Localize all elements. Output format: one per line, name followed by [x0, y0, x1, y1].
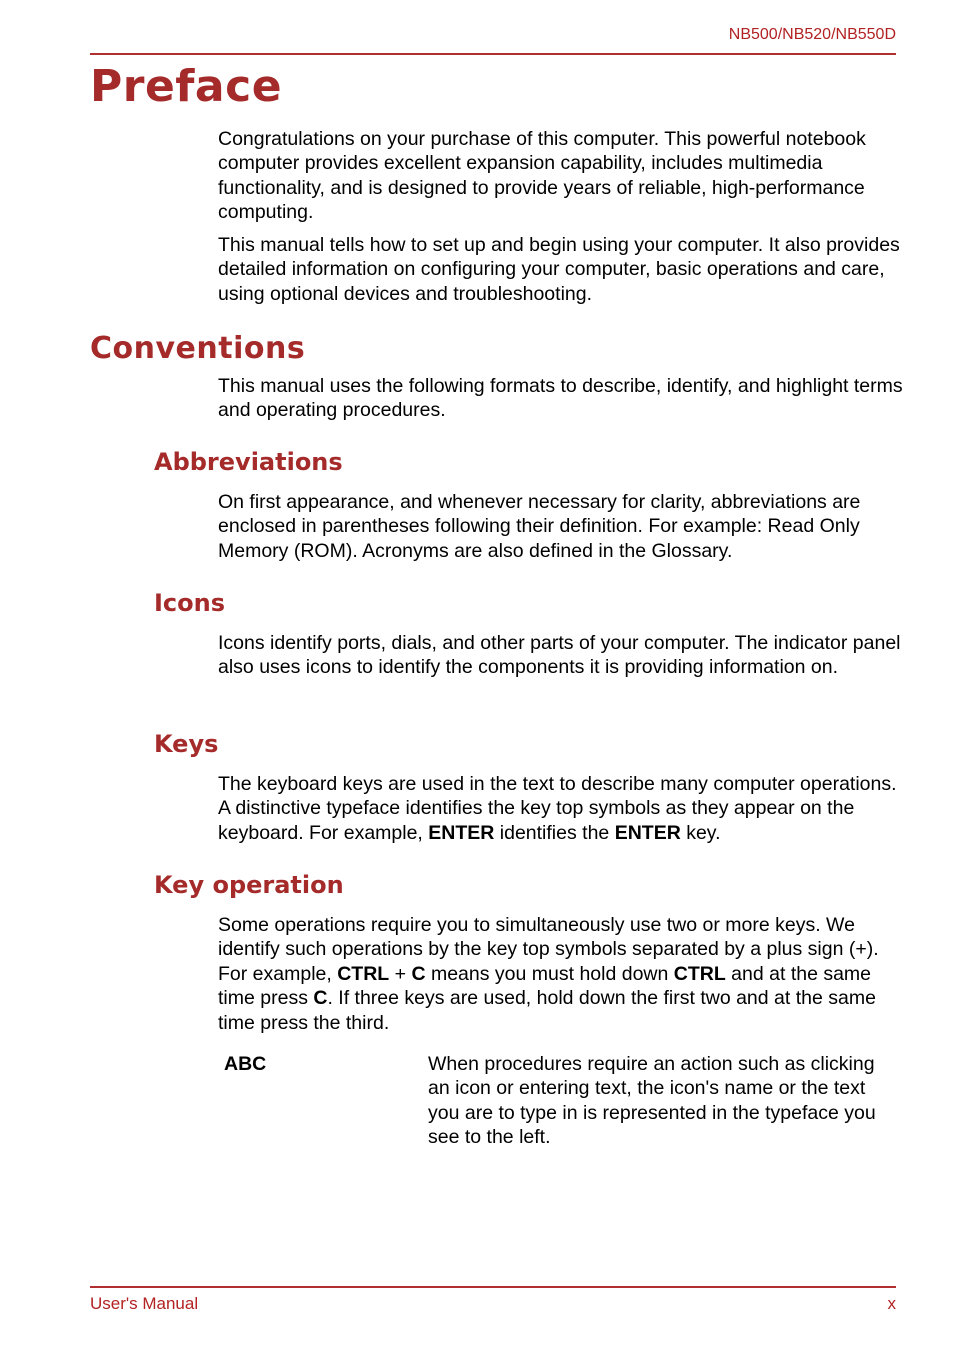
header-divider: [90, 53, 896, 55]
icons-text: Icons identify ports, dials, and other parts of your computer. The indicator panel also uses icons to identify the components it is providing information on.: [218, 632, 901, 679]
keys-text-b: identifies the: [494, 821, 615, 844]
footer-divider: [90, 1286, 896, 1288]
key-operation-text: [218, 913, 908, 1035]
plus-sign: +: [389, 962, 412, 985]
key-enter-2: ENTER: [614, 821, 681, 844]
key-ctrl-2: CTRL: [673, 962, 726, 985]
key-ctrl: CTRL: [337, 962, 390, 985]
keys-text: [218, 772, 908, 845]
keys-text-a: The keyboard keys are used in the text to describe many computer operations. A distinctive typeface identifies the key top symbols as they appear on the keyboard. For example,: [218, 773, 897, 844]
page-title: Preface: [90, 61, 283, 112]
subsection-title-icons: Icons: [154, 589, 226, 617]
key-enter: ENTER: [428, 821, 495, 844]
preface-paragraph-2: This manual tells how to set up and begin using your computer. It also provides detailed information on configuring your computer, basic operations and care, using optional devices and troubleshooting.: [218, 234, 900, 305]
subsection-title-key-operation: Key operation: [154, 871, 344, 899]
subsection-title-abbreviations: Abbreviations: [154, 448, 343, 476]
key-c-2: C: [313, 987, 328, 1010]
section-title-conventions: Conventions: [90, 331, 306, 366]
key-operation-text-c: and at the same time press: [218, 962, 872, 1010]
key-c: C: [411, 962, 426, 985]
preface-paragraph-1: Congratulations on your purchase of this computer. This powerful notebook computer provides excellent expansion capability, includes multimedia functionality, and is designed to provide years of reliable, high-performance computing.: [218, 128, 866, 224]
conventions-intro: This manual uses the following formats to describe, identify, and highlight terms and operating procedures.: [218, 375, 903, 422]
key-operation-text-d: . If three keys are used, hold down the first two and at the same time press the third.: [218, 987, 876, 1034]
key-operation-text-a: Some operations require you to simultaneously use two or more keys. We identify such operations by the key top symbols separated by a plus sign (+). For example,: [218, 914, 879, 985]
footer-manual-title: User's Manual: [90, 1294, 199, 1313]
key-operation-text-b: means you must hold down: [425, 962, 674, 985]
typeface-example-term: ABC: [224, 1053, 267, 1075]
keys-text-c: key.: [680, 821, 721, 844]
abbreviations-text: On first appearance, and whenever necessary for clarity, abbreviations are enclosed in parentheses following their definition. For example: Read Only Memory (ROM). Acronyms are also defined in the Glossary.: [218, 491, 861, 562]
page-number: x: [887, 1294, 896, 1313]
header-model-name: NB500/NB520/NB550D: [728, 26, 896, 43]
subsection-title-keys: Keys: [154, 730, 219, 758]
typeface-example-description: When procedures require an action such as clicking an icon or entering text, the icon's name or the text you are to type in is represented in the typeface you see to the left.: [428, 1053, 876, 1149]
